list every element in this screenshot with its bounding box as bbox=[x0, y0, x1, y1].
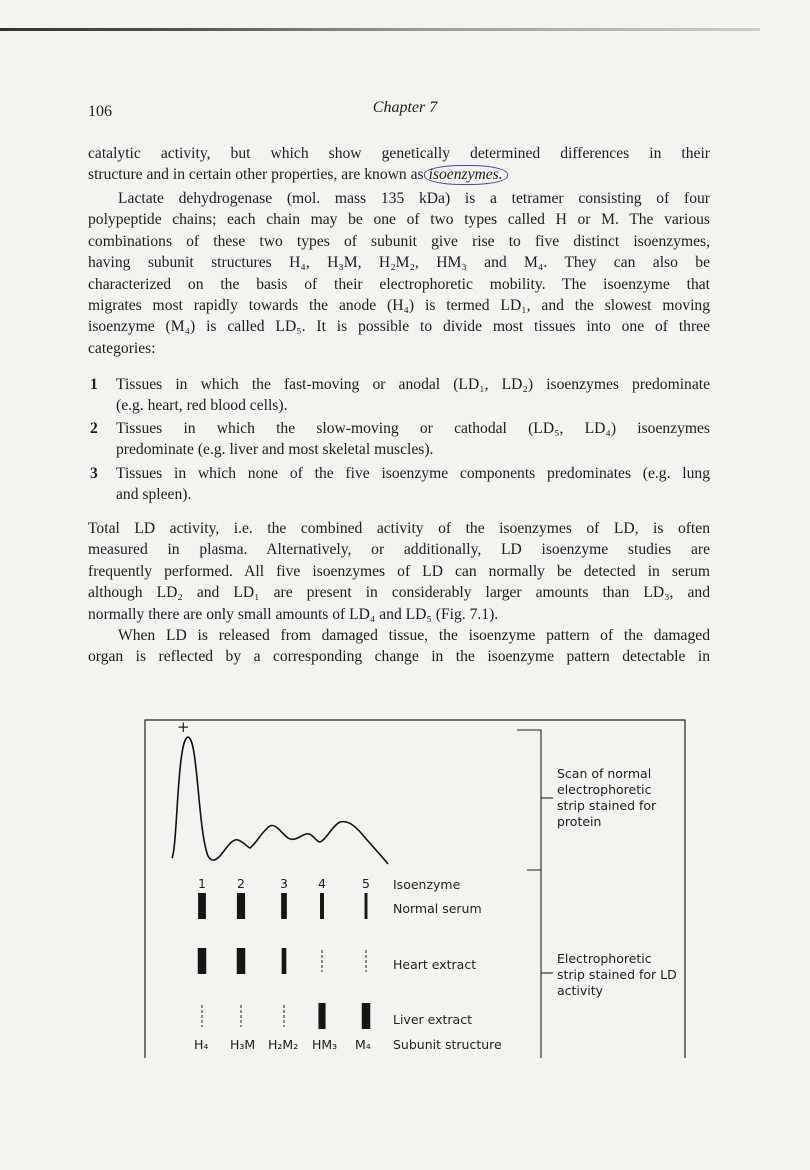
scan-label: Scan of normal electrophoretic strip stained for protein bbox=[557, 766, 657, 829]
subunit-hm3: HM₃ bbox=[312, 1037, 338, 1052]
protein-scan-curve bbox=[172, 737, 388, 864]
normal-serum-label: Normal serum bbox=[393, 901, 482, 916]
lane-number: 5 bbox=[362, 876, 370, 891]
scan-top-rule bbox=[0, 28, 760, 31]
isoenzyme-band bbox=[237, 948, 246, 974]
isoenzyme-band bbox=[282, 948, 287, 974]
text-line: categories: bbox=[88, 339, 156, 357]
text-line: isoenzyme (M₄) is called LD₅. It is possible to divide most tissues into one of three bbox=[88, 318, 710, 336]
heart-extract-label: Heart extract bbox=[393, 957, 477, 972]
text-line: polypeptide chains; each chain may be one of two types called H or M. The various bbox=[88, 211, 710, 229]
subunit-h2m2: H₂M₂ bbox=[268, 1037, 299, 1052]
list-number: 1 bbox=[90, 376, 98, 393]
isoenzyme-band bbox=[237, 893, 245, 919]
isoenzyme-band bbox=[281, 893, 287, 919]
text-line: predominate (e.g. liver and most skeletal muscles). bbox=[116, 441, 434, 458]
subunit-h4: H₄ bbox=[194, 1037, 209, 1052]
subunit-h3m: H₃M bbox=[230, 1037, 256, 1052]
text-line: characterized on the basis of their electrophoretic mobility. The isoenzyme that bbox=[88, 275, 710, 293]
strip-label: Electrophoretic strip stained for LD activity bbox=[557, 951, 677, 998]
chapter-title: Chapter 7 bbox=[372, 99, 438, 116]
text-line: although LD₂ and LD₁ are present in considerably larger amounts than LD₃, and bbox=[88, 584, 710, 602]
text-line: Tissues in which the slow-moving or cathodal (LD₅, LD₄) isoenzymes bbox=[116, 420, 710, 437]
isoenzyme-band bbox=[365, 893, 368, 919]
list-item bbox=[88, 418, 710, 460]
lane-number: 1 bbox=[198, 876, 206, 891]
isoenzyme-band bbox=[362, 1003, 371, 1029]
text-line: catalytic activity, but which show genetically determined differences in their bbox=[88, 145, 710, 162]
lane-number: 2 bbox=[237, 876, 245, 891]
scan-bracket bbox=[517, 730, 541, 870]
circled-term: isoenzymes. bbox=[424, 165, 508, 185]
page-number: 106 bbox=[88, 103, 112, 120]
liver-extract-label: Liver extract bbox=[393, 1012, 472, 1027]
anode-symbol: + bbox=[177, 718, 190, 736]
list-number: 2 bbox=[90, 420, 98, 437]
text-line: normally there are only small amounts of LD₄ and LD₅ (Fig. 7.1). bbox=[88, 605, 499, 623]
text-line: When LD is released from damaged tissue, the isoenzyme pattern of the damaged bbox=[118, 627, 710, 644]
paragraph-1 bbox=[88, 143, 710, 186]
paragraph-2 bbox=[88, 188, 710, 359]
text-line: measured in plasma. Alternatively, or additionally, LD isoenzyme studies are bbox=[88, 541, 710, 559]
text-line: Total LD activity, i.e. the combined activity of the isoenzymes of LD, is often bbox=[88, 520, 710, 537]
text-line: having subunit structures H₄, H₃M, H₂M₂, HM₃ and M₄. They can also be bbox=[88, 254, 710, 272]
text-line: combinations of these two types of subunit give rise to five distinct isoenzymes, bbox=[88, 232, 710, 250]
lane-number: 4 bbox=[318, 876, 326, 891]
isoenzyme-bands bbox=[198, 893, 371, 1029]
list-item bbox=[88, 374, 710, 416]
isoenzyme-band bbox=[198, 893, 206, 919]
list-number: 3 bbox=[90, 465, 98, 482]
subunit-m4: M₄ bbox=[355, 1037, 371, 1052]
isoenzyme-band bbox=[320, 893, 324, 919]
text-line: frequently performed. All five isoenzymes of LD can normally be detected in serum bbox=[88, 562, 710, 580]
text-line: Lactate dehydrogenase (mol. mass 135 kDa) is a tetramer consisting of four bbox=[118, 190, 710, 207]
list-item bbox=[88, 463, 710, 505]
text-fragment: structure and in certain other properties, are known as bbox=[88, 166, 424, 184]
text-line bbox=[88, 164, 710, 185]
text-line: Tissues in which the fast-moving or anodal (LD₁, LD₂) isoenzymes predominate bbox=[116, 376, 710, 393]
text-line: organ is reflected by a corresponding change in the isoenzyme pattern detectable in bbox=[88, 648, 710, 666]
subunit-structure-label: Subunit structure bbox=[393, 1037, 502, 1052]
isoenzyme-row-label: Isoenzyme bbox=[393, 877, 461, 892]
text-line: Tissues in which none of the five isoenzyme components predominates (e.g. lung bbox=[116, 465, 710, 482]
text-line: migrates most rapidly towards the anode (H₄) is termed LD₁, and the slowest moving bbox=[88, 297, 710, 315]
text-line: and spleen). bbox=[116, 486, 192, 503]
paragraph-4 bbox=[88, 625, 710, 668]
lane-number: 3 bbox=[280, 876, 288, 891]
text-line: (e.g. heart, red blood cells). bbox=[116, 397, 288, 414]
isoenzyme-band bbox=[318, 1003, 325, 1029]
paragraph-3 bbox=[88, 518, 710, 625]
isoenzyme-band bbox=[198, 948, 207, 974]
